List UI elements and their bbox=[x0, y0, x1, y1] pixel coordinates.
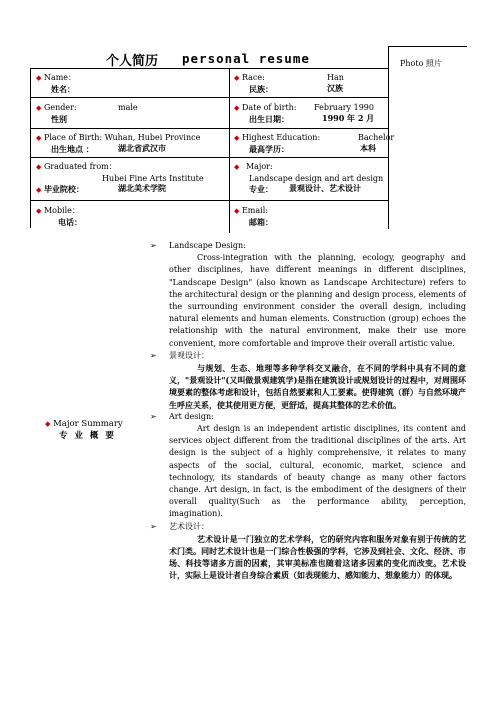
summary-item bbox=[150, 521, 466, 582]
race-label-en: Race: bbox=[241, 73, 265, 82]
name-label-en: Name： bbox=[43, 73, 77, 82]
major-cell bbox=[234, 161, 386, 195]
summary-item-text: 艺术设计是一门独立的艺术学科，它的研究内容和服务对象有别于传统的艺术门类。同时艺术设计也是一门综合性极强的学科，它涉及到社会、文化、经济、市场、科技等诸多方面的因素，其审美标准也随着这诸多因素的变化而改变。艺术设计，实际上是设计者自身综合素质（如表现能力、感知能力、想象能力）的体现。 bbox=[169, 533, 466, 581]
gender-value: male bbox=[118, 103, 138, 112]
pob-label-cn: 出生地点 ： bbox=[51, 144, 94, 154]
summary-item-title: Art design: bbox=[169, 411, 214, 421]
pob-value-cn: 湖北省武汉市 bbox=[118, 143, 166, 153]
race-value-en: Han bbox=[327, 73, 344, 82]
dob-value-cn: 1990 年 2 月 bbox=[322, 113, 375, 123]
table-row bbox=[30, 158, 388, 201]
table-row bbox=[30, 201, 388, 233]
diamond-bullet-icon: ◆ bbox=[234, 163, 240, 171]
edu-value-cn: 本科 bbox=[360, 143, 376, 153]
personal-info-table bbox=[30, 68, 395, 233]
resume-title bbox=[30, 46, 390, 68]
grad-label-cn: 毕业院校： bbox=[43, 184, 84, 194]
arrow-bullet-icon: ➢ bbox=[150, 350, 157, 360]
dob-label-en: Date of birth: bbox=[241, 103, 297, 112]
major-value-cn: 景观设计、艺术设计 bbox=[289, 183, 361, 193]
title-cn: 个人简历 bbox=[106, 54, 159, 69]
title-en: personal resume bbox=[182, 51, 310, 66]
mobile-cell bbox=[36, 205, 82, 228]
race-value-cn: 汉族 bbox=[327, 83, 343, 93]
gender-cell bbox=[36, 102, 138, 125]
major-label-cn: 专业： bbox=[249, 184, 273, 194]
summary-item-text: Art design is an independent artistic disciplines, its content and services object different from the traditional disciplines of the arts. Art design is the subject of a highly comprehensive, it relates to many aspects of the social, cultural, economic, market, science and technology, its standards of beauty change as many other factors change. Art design, in fact, is the embodiment of the designers of their overall quality(Such as the performance ability, perception, imagination). bbox=[169, 424, 466, 519]
education-cell bbox=[234, 132, 395, 155]
major-value-en: Landscape design and art design bbox=[249, 174, 384, 183]
diamond-bullet-icon: ◆ bbox=[36, 163, 42, 171]
arrow-bullet-icon: ➢ bbox=[150, 521, 157, 531]
diamond-bullet-icon: ◆ bbox=[36, 134, 42, 142]
edu-label-en: Highest Education: bbox=[241, 133, 321, 142]
photo-placeholder bbox=[388, 46, 467, 229]
summary-item-text: Cross-integration with the planning, ecology, geography and other disciplines, have different meanings in different disciplines, "Landscape Design" (also known as Landscape Architecture) refers to the architectural design or the planning and design process, elements of the surrounding environment consider the overall design, including natural elements and human elements. Construction (group) echoes the relationship with the natural environment, make their use more convenient, more comfortable and improve their overall artistic value. bbox=[169, 253, 466, 348]
race-label-cn: 民族： bbox=[249, 84, 273, 94]
gender-label-cn: 性别 bbox=[51, 114, 67, 124]
table-row bbox=[30, 129, 395, 158]
grad-label-en: Graduated from： bbox=[43, 162, 117, 171]
dob-cell bbox=[234, 102, 375, 125]
edu-label-cn: 最高学历： bbox=[249, 144, 289, 154]
table-row bbox=[30, 69, 388, 98]
grad-value-cn: 湖北美术学院 bbox=[118, 183, 166, 193]
summary-item bbox=[150, 350, 466, 411]
edu-value-en: Bachelor bbox=[358, 133, 395, 142]
major-summary-label-cn: 专 业 概 要 bbox=[59, 431, 116, 441]
pob-label-en: Place of Birth: Wuhan, Hubei Province bbox=[43, 133, 201, 142]
pob-cell bbox=[36, 132, 200, 155]
mobile-label-cn: 电话： bbox=[58, 217, 82, 227]
major-summary-label-en: Major Summary bbox=[53, 419, 123, 429]
diamond-bullet-icon: ◆ bbox=[234, 104, 240, 112]
arrow-bullet-icon: ➢ bbox=[150, 411, 157, 421]
email-cell bbox=[234, 205, 273, 228]
summary-item-title: Landscape Design: bbox=[169, 241, 246, 250]
diamond-bullet-icon: ◆ bbox=[234, 74, 240, 82]
email-label-en: Email: bbox=[241, 206, 268, 215]
arrow-bullet-icon: ➢ bbox=[150, 241, 157, 250]
summary-item-title: 景观设计： bbox=[169, 350, 209, 360]
diamond-bullet-icon: ◆ bbox=[234, 207, 240, 215]
race-cell bbox=[234, 72, 344, 95]
summary-item bbox=[150, 240, 466, 350]
photo-label: Photo 照片 bbox=[400, 59, 442, 68]
diamond-bullet-icon: ◆ bbox=[234, 134, 240, 142]
email-label-cn: 邮箱： bbox=[249, 217, 273, 227]
major-summary-content bbox=[150, 240, 466, 582]
summary-item bbox=[150, 411, 466, 521]
table-row bbox=[30, 98, 388, 129]
grad-value-en: Hubei Fine Arts Institute bbox=[102, 174, 204, 183]
major-label-en: Major: bbox=[245, 162, 273, 171]
dob-label-cn: 出生日期： bbox=[249, 114, 289, 124]
gender-label-en: Gender: bbox=[43, 103, 77, 112]
summary-item-title: 艺术设计： bbox=[169, 521, 209, 531]
name-label-cn: 姓名： bbox=[51, 84, 75, 94]
diamond-bullet-icon: ◆ bbox=[36, 207, 42, 215]
summary-item-text: 与规划、生态、地理等多种学科交叉融合，在不同的学科中具有不同的意义，"景观设计"(又叫做景观建筑学)是指在建筑设计或规划设计的过程中，对周围环境要素的整体考虑和设计，包括自然要素和人工要素。使得建筑（群）与自然环境产生呼应关系，使其使用更方便，更舒适，提高其整体的艺术价值。 bbox=[169, 363, 466, 410]
name-cell bbox=[36, 72, 76, 95]
diamond-bullet-icon: ◆ bbox=[45, 420, 51, 428]
graduated-cell bbox=[36, 161, 226, 196]
diamond-bullet-icon: ◆ bbox=[36, 186, 42, 194]
dob-value-en: February 1990 bbox=[314, 103, 374, 112]
mobile-label-en: Mobile： bbox=[43, 206, 80, 215]
diamond-bullet-icon: ◆ bbox=[36, 104, 42, 112]
major-summary-label bbox=[45, 418, 123, 442]
diamond-bullet-icon: ◆ bbox=[36, 74, 42, 82]
